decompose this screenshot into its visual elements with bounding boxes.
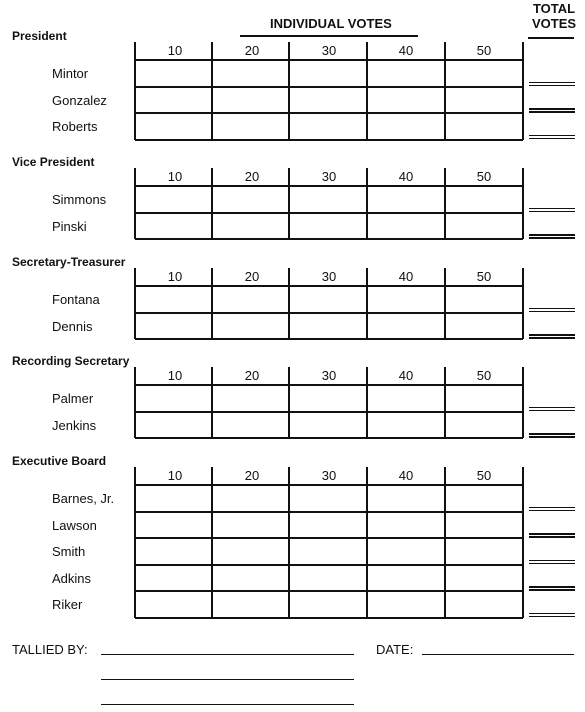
total-votes-line[interactable] <box>529 536 575 538</box>
total-votes-line[interactable] <box>529 111 575 113</box>
total-votes-line[interactable] <box>529 533 575 535</box>
total-votes-line[interactable] <box>529 308 575 310</box>
vote-tally-cell[interactable] <box>446 386 522 410</box>
total-votes-line[interactable] <box>529 234 575 236</box>
vote-tally-cell[interactable] <box>368 187 444 211</box>
vote-tally-cell[interactable] <box>213 486 288 510</box>
vote-tally-cell[interactable] <box>446 566 522 590</box>
section-title: Recording Secretary <box>12 354 130 368</box>
vote-tally-cell[interactable] <box>136 88 211 112</box>
column-number: 20 <box>244 368 260 383</box>
total-votes-line[interactable] <box>529 586 575 588</box>
candidate-name: Mintor <box>52 66 89 81</box>
vote-tally-cell[interactable] <box>136 61 211 85</box>
vote-tally-cell[interactable] <box>368 592 444 616</box>
vote-tally-cell[interactable] <box>136 486 211 510</box>
grid-row-line <box>135 617 523 619</box>
vote-tally-cell[interactable] <box>368 413 444 437</box>
total-heading-line1: TOTAL <box>532 1 576 16</box>
vote-tally-cell[interactable] <box>446 114 522 138</box>
vote-tally-cell[interactable] <box>290 287 366 311</box>
column-number: 30 <box>321 169 337 184</box>
vote-tally-cell[interactable] <box>290 88 366 112</box>
total-votes-line[interactable] <box>529 211 575 213</box>
vote-tally-cell[interactable] <box>368 214 444 238</box>
vote-tally-cell[interactable] <box>446 513 522 537</box>
candidate-name: Adkins <box>52 570 92 586</box>
vote-tally-cell[interactable] <box>213 61 288 85</box>
grid-column-line <box>522 268 524 339</box>
vote-tally-cell[interactable] <box>446 413 522 437</box>
total-votes-line[interactable] <box>529 436 575 438</box>
vote-tally-cell[interactable] <box>136 314 211 338</box>
total-votes-line[interactable] <box>529 138 575 140</box>
total-votes-line[interactable] <box>529 208 575 210</box>
total-votes-line[interactable] <box>529 407 575 409</box>
individual-votes-heading: INDIVIDUAL VOTES <box>270 16 392 31</box>
tallied-by-line-3[interactable] <box>101 704 354 705</box>
vote-tally-cell[interactable] <box>213 566 288 590</box>
column-number: 40 <box>398 468 414 483</box>
column-number: 30 <box>321 368 337 383</box>
vote-tally-cell[interactable] <box>136 187 211 211</box>
vote-tally-cell[interactable] <box>290 486 366 510</box>
total-votes-line[interactable] <box>529 613 575 615</box>
vote-tally-cell[interactable] <box>136 114 211 138</box>
column-number: 20 <box>244 43 260 58</box>
candidate-name: Jenkins <box>52 417 97 433</box>
vote-tally-cell[interactable] <box>290 592 366 616</box>
vote-tally-cell[interactable] <box>213 513 288 537</box>
vote-tally-cell[interactable] <box>446 88 522 112</box>
candidate-name: Fontana <box>52 292 100 307</box>
section-title: Vice President <box>12 155 95 169</box>
column-number: 50 <box>476 368 492 383</box>
vote-tally-cell[interactable] <box>213 214 288 238</box>
candidate-name: Barnes, Jr. <box>52 491 115 506</box>
vote-tally-cell[interactable] <box>136 287 211 311</box>
total-votes-line[interactable] <box>529 135 575 137</box>
vote-tally-cell[interactable] <box>136 214 211 238</box>
vote-tally-cell[interactable] <box>368 114 444 138</box>
vote-tally-cell[interactable] <box>136 566 211 590</box>
grid-row-line <box>135 338 523 340</box>
grid-column-line <box>522 367 524 438</box>
column-number: 50 <box>476 43 492 58</box>
vote-tally-cell[interactable] <box>213 187 288 211</box>
vote-tally-cell[interactable] <box>136 513 211 537</box>
candidate-name: Gonzalez <box>52 92 107 108</box>
vote-tally-cell[interactable] <box>213 386 288 410</box>
vote-tally-cell[interactable] <box>446 486 522 510</box>
column-number: 20 <box>244 169 260 184</box>
vote-tally-cell[interactable] <box>368 566 444 590</box>
total-votes-heading <box>532 1 576 31</box>
vote-tally-cell[interactable] <box>213 88 288 112</box>
date-line[interactable] <box>422 654 574 655</box>
vote-tally-cell[interactable] <box>290 314 366 338</box>
column-number: 50 <box>476 468 492 483</box>
tallied-by-line-2[interactable] <box>101 679 354 680</box>
column-number: 40 <box>398 43 414 58</box>
column-number: 10 <box>167 468 183 483</box>
column-number: 10 <box>167 43 183 58</box>
vote-tally-cell[interactable] <box>290 566 366 590</box>
vote-tally-cell[interactable] <box>368 513 444 537</box>
vote-tally-cell[interactable] <box>368 486 444 510</box>
total-votes-line[interactable] <box>529 560 575 562</box>
vote-tally-cell[interactable] <box>290 187 366 211</box>
section-title: Executive Board <box>12 454 107 468</box>
vote-tally-cell[interactable] <box>446 187 522 211</box>
vote-tally-cell[interactable] <box>136 539 211 563</box>
column-number: 40 <box>398 169 414 184</box>
total-votes-line[interactable] <box>529 410 575 412</box>
vote-tally-cell[interactable] <box>290 413 366 437</box>
vote-tally-cell[interactable] <box>290 214 366 238</box>
vote-tally-cell[interactable] <box>446 539 522 563</box>
vote-tally-cell[interactable] <box>446 314 522 338</box>
grid-row-line <box>135 437 523 439</box>
total-heading-line2: VOTES <box>532 16 577 31</box>
column-number: 10 <box>167 169 183 184</box>
vote-tally-cell[interactable] <box>446 592 522 616</box>
vote-tally-cell[interactable] <box>368 314 444 338</box>
total-votes-line[interactable] <box>529 85 575 87</box>
grid-row-line <box>135 139 523 141</box>
total-votes-line[interactable] <box>529 108 575 110</box>
total-votes-line[interactable] <box>529 82 575 84</box>
heading-underline <box>240 35 418 37</box>
vote-tally-cell[interactable] <box>290 539 366 563</box>
total-votes-line[interactable] <box>529 563 575 565</box>
vote-tally-cell[interactable] <box>368 88 444 112</box>
vote-tally-cell[interactable] <box>213 314 288 338</box>
vote-tally-cell[interactable] <box>213 413 288 437</box>
vote-tally-cell[interactable] <box>368 539 444 563</box>
total-votes-line[interactable] <box>529 237 575 239</box>
column-number: 20 <box>244 468 260 483</box>
total-votes-line[interactable] <box>529 510 575 512</box>
total-votes-line[interactable] <box>529 337 575 339</box>
candidate-name: Lawson <box>52 517 97 533</box>
total-votes-line[interactable] <box>529 433 575 435</box>
vote-tally-cell[interactable] <box>290 513 366 537</box>
vote-tally-cell[interactable] <box>213 287 288 311</box>
vote-tally-cell[interactable] <box>290 61 366 85</box>
grid-column-line <box>522 168 524 239</box>
date-label: DATE: <box>376 642 414 657</box>
vote-tally-cell[interactable] <box>290 386 366 410</box>
total-votes-line[interactable] <box>529 311 575 313</box>
vote-tally-cell[interactable] <box>136 592 211 616</box>
column-number: 10 <box>167 269 183 284</box>
grid-row-line <box>135 238 523 240</box>
vote-tally-cell[interactable] <box>136 413 211 437</box>
column-number: 30 <box>321 43 337 58</box>
candidate-name: Riker <box>52 597 83 612</box>
vote-tally-cell[interactable] <box>368 287 444 311</box>
candidate-name: Palmer <box>52 391 94 406</box>
column-number: 10 <box>167 368 183 383</box>
column-number: 30 <box>321 269 337 284</box>
tallied-by-line-1[interactable] <box>101 654 354 655</box>
tallied-by-label: TALLIED BY: <box>12 642 88 657</box>
candidate-name: Simmons <box>52 192 107 207</box>
column-number: 40 <box>398 368 414 383</box>
vote-tally-cell[interactable] <box>368 61 444 85</box>
total-votes-line[interactable] <box>529 589 575 591</box>
candidate-name: Smith <box>52 544 86 559</box>
vote-tally-cell[interactable] <box>446 287 522 311</box>
vote-tally-cell[interactable] <box>290 114 366 138</box>
vote-tally-cell[interactable] <box>446 214 522 238</box>
total-votes-line[interactable] <box>529 334 575 336</box>
total-heading-underline <box>528 37 574 39</box>
candidate-name: Dennis <box>52 318 93 334</box>
column-number: 50 <box>476 269 492 284</box>
candidate-name: Roberts <box>52 119 98 134</box>
grid-column-line <box>522 467 524 618</box>
section-title: Secretary-Treasurer <box>12 255 126 269</box>
candidate-name: Pinski <box>52 218 87 234</box>
total-votes-line[interactable] <box>529 507 575 509</box>
vote-tally-cell[interactable] <box>213 592 288 616</box>
vote-tally-cell[interactable] <box>446 61 522 85</box>
column-number: 30 <box>321 468 337 483</box>
section-title: President <box>12 29 67 43</box>
column-number: 50 <box>476 169 492 184</box>
grid-column-line <box>522 42 524 140</box>
vote-tally-cell[interactable] <box>136 386 211 410</box>
column-number: 40 <box>398 269 414 284</box>
total-votes-line[interactable] <box>529 616 575 618</box>
vote-tally-cell[interactable] <box>213 539 288 563</box>
vote-tally-cell[interactable] <box>368 386 444 410</box>
vote-tally-cell[interactable] <box>213 114 288 138</box>
column-number: 20 <box>244 269 260 284</box>
